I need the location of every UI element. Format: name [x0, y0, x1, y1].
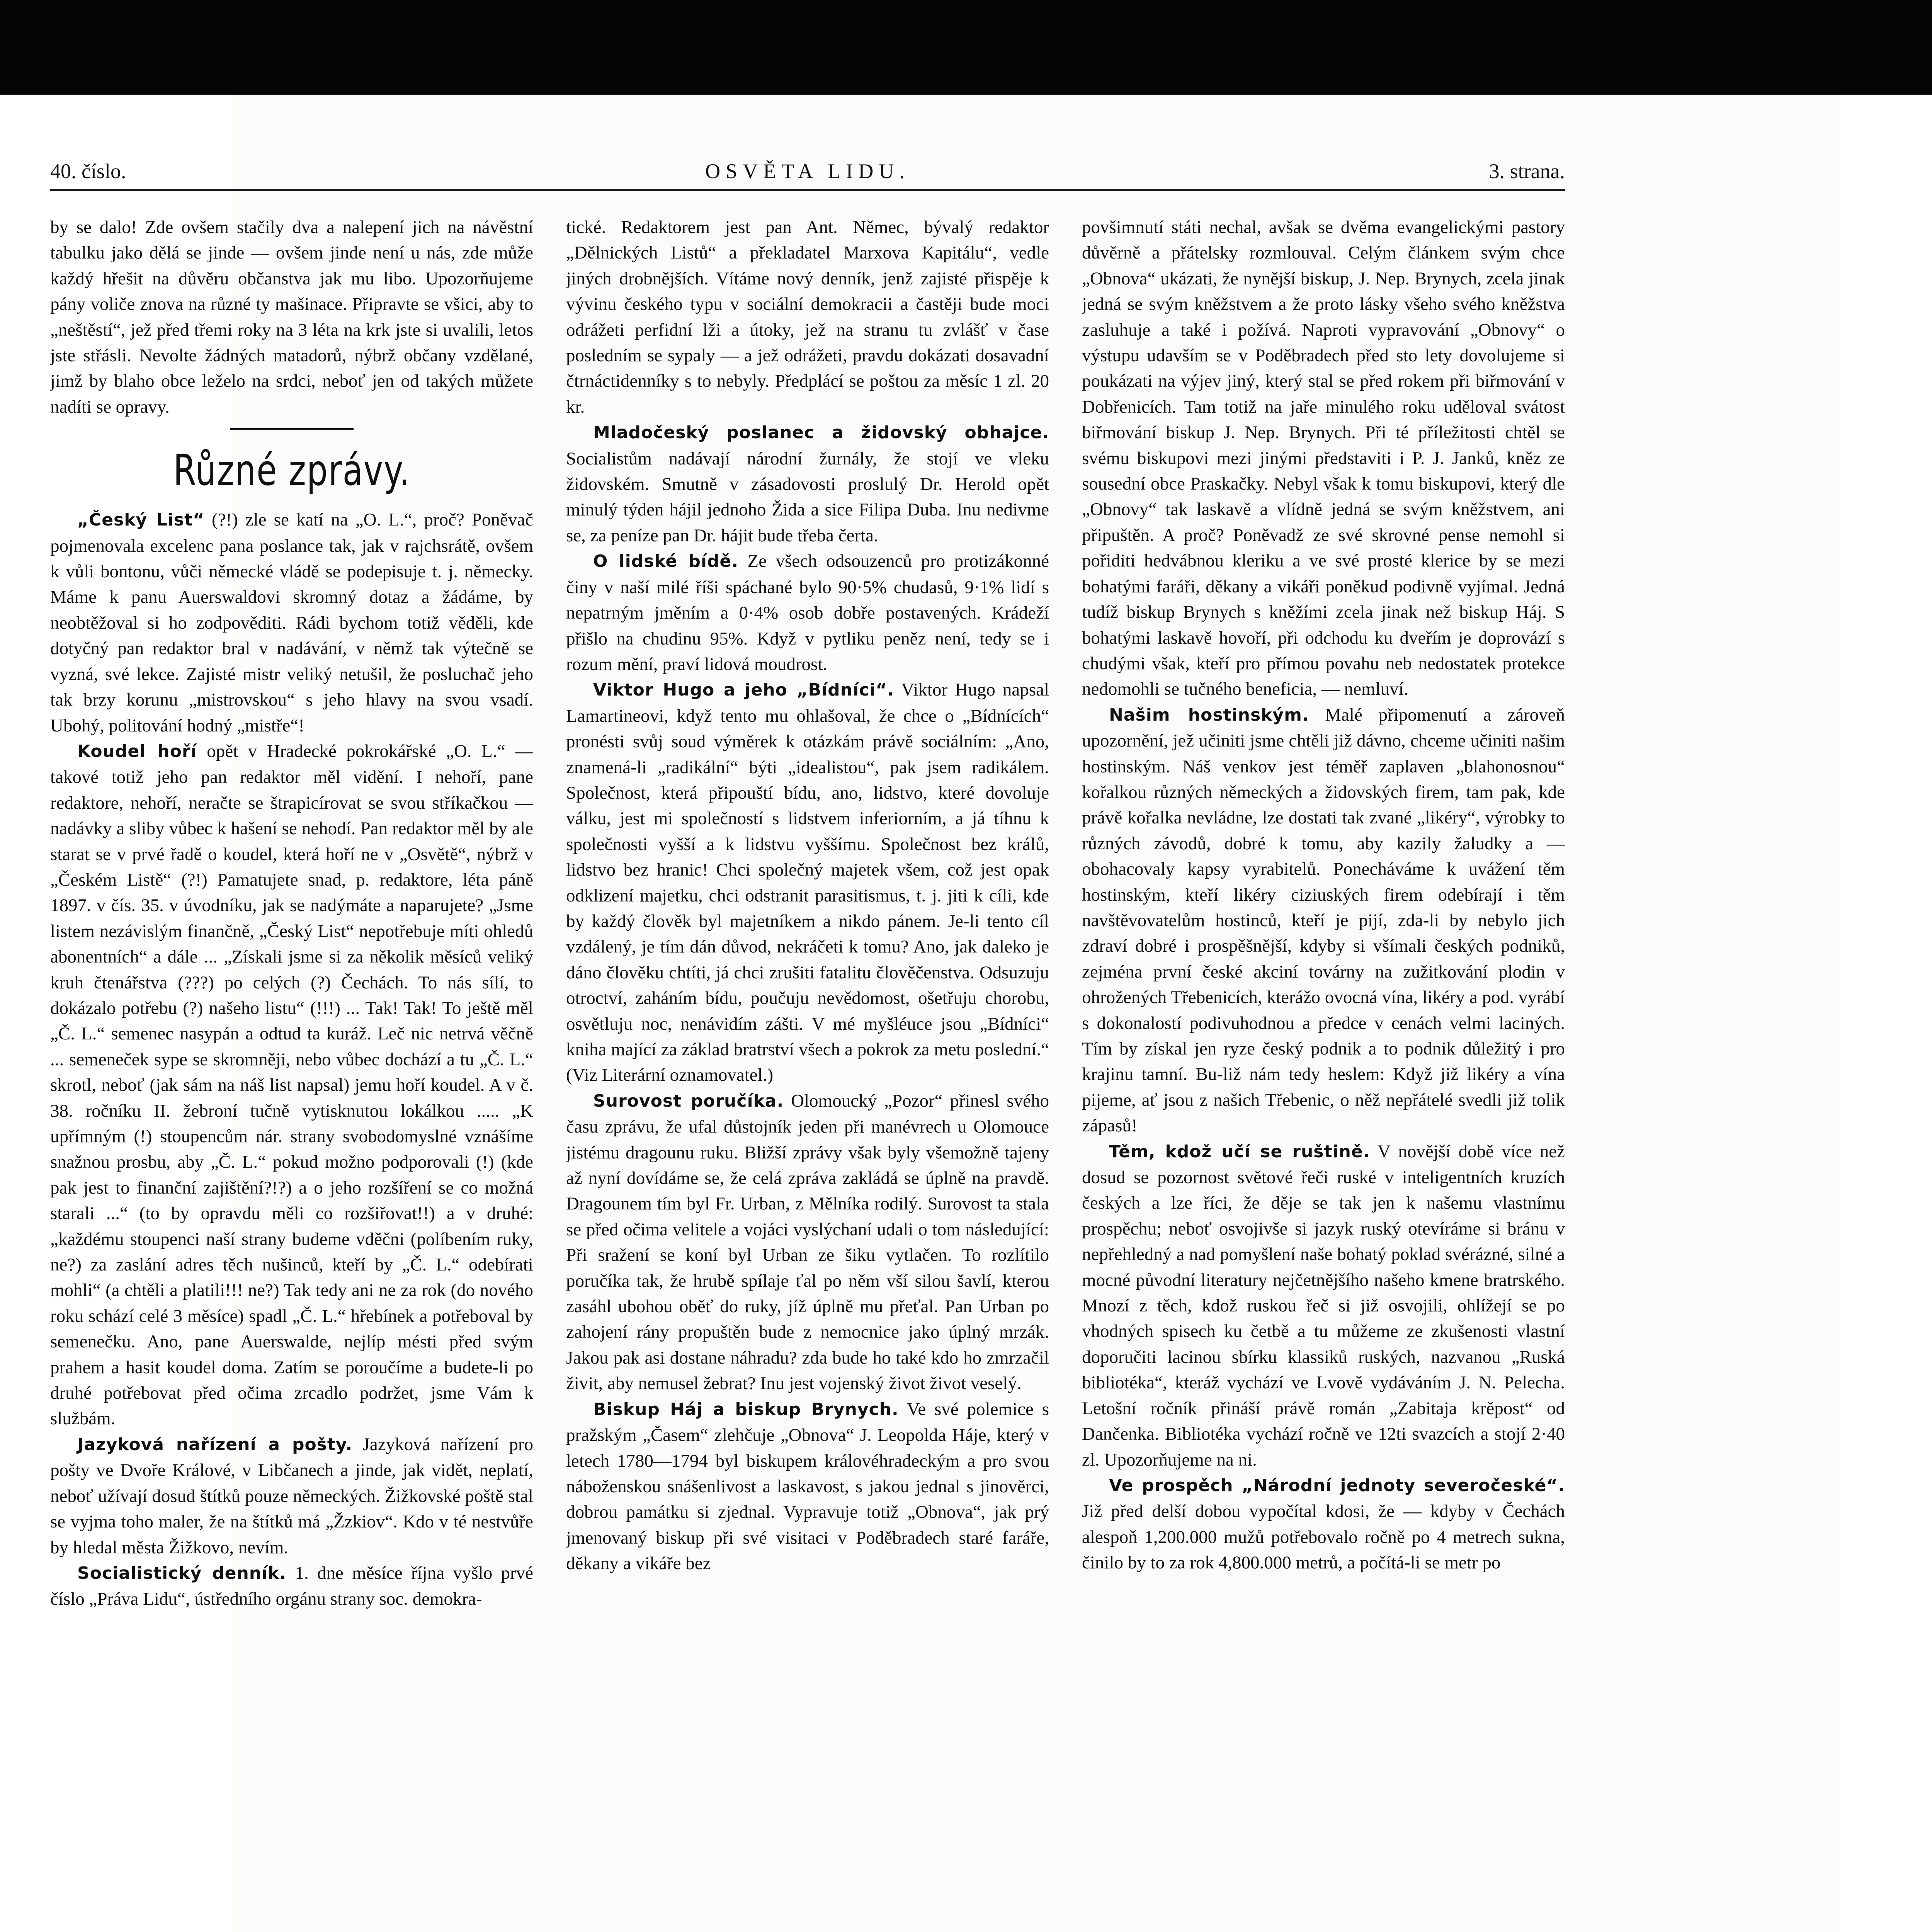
- article-body: Ve své polemice s pražským „Časem“ zlehčuje „Obnova“ J. Leopolda Háje, který v letech 1780—1794 byl biskupem královéhradeckým a pro svou náboženskou snášenlivost a laskavost, s jakou jednal s jinověrci, dobrou památku si zjednal. Vypravuje totiž „Obnova“, jak prý jmenovaný biskup při své visitaci v Poděbradech staré faráře, děkany a vikáře bez: [566, 1399, 1049, 1574]
- article-heading: Jazyková nařízení a pošty.: [77, 1434, 353, 1454]
- article-body: Malé připomenutí a zároveň upozornění, jež učiniti jsme chtěli již dávno, chceme učiniti našim hostinským. Náš venkov jest téměř zaplaven „blahonosnou“ kořalkou různých německých a židovských firem, tam pak, kde právě kořalka nevládne, lze dostati tak zvané „likéry“, výrobky to různých závodů, dobré k tomu, aby kazily žaludky a — obohacovaly kapsy vyrabitelů. Ponecháváme k uvážení těm hostinským, kteří likéry ciziuských firem odebírají i těm navštěvovatelům hostinců, kteří je pijí, zda-li by nebylo jich zdraví dobré i prospěšnější, kdyby si všímali českých podniků, zejména první české akciní továrny na zužitkování plodin v ohrožených Třebenicích, kterážo ovocná vína, likéry a pod. vyrábí s dokonalostí podivuhodnou a předce v cenách velmi laciných. Tím by získal jen ryze český podnik a to podnik důležitý i pro krajinu tamní. Bu-liž nám tedy heslem: Když již likéry a vína pijeme, ať jsou z našich Třebenic, o něž nepřátelé svedli již tolik zápasů!: [1082, 704, 1565, 1136]
- page-number: 3. strana.: [1489, 160, 1565, 183]
- column-1: [50, 214, 533, 1932]
- article: [50, 738, 533, 1432]
- article: [50, 1432, 533, 1560]
- article-heading: Koudel hoří: [77, 741, 197, 761]
- article-heading: Těm, kdož učí se ruštině.: [1109, 1141, 1370, 1162]
- paragraph: povšimnutí státi nechal, avšak se dvěma evangelickými pastory důvěrně a přátelsky rozmlouval. Celým článkem svým chce „Obnova“ ukázati, že nynější biskup, J. Nep. Brynych, zcela jinak jedná se svým kněžstvem a že proto lásky všeho svého kněžstva zasluhuje a také i požívá. Naproti vypravování „Obnovy“ o výstupu udavším se v Poděbradech před sto lety dovolujeme si poukázati na výjev jiný, který stal se před rokem při biřmování v Dobřenicích. Tam totiž na jaře minulého roku uděloval svátost biřmování biskup J. Nep. Brynych. Při té příležitosti chtěl se svému biskupovi mezi jinými představiti i P. J. Janků, kněz ze sousední obce Praskačky. Nebyl však k tomu biskupovi, který dle „Obnovy“ tak laskavě a vlídně jedná se svým kněžstvem, ani připuštěn. A proč? Poněvadž ze své skrovné pense nemohl si pořiditi hedvábnou kleriku a ve své prosté klerice by se mezi bohatými faráři, děkany a vikáři poněkud podivně vyjímal. Jedná tudíž biskup Brynych s kněžími zcela jinak než biskup Háj. S bohatými laskavě hovoří, při odchodu ku dveřím je doprovází s chudými však, kteří pro přímou povahu neb nedostatek protekce nedomohli se tučného beneficia, — nemluví.: [1082, 217, 1565, 699]
- article: [1082, 1139, 1565, 1473]
- article: [566, 677, 1049, 1088]
- article-heading: Surovost poručíka.: [593, 1091, 784, 1111]
- article-body: Socialistům nadávají národní žurnály, že stojí ve vleku židovském. Smutně v zásadovosti proslulý Dr. Herold opět minulý týden hájil jednoho Žida a sice Filipa Duba. Inu nedivme se, za peníze pan Dr. hájit bude třeba čerta.: [566, 448, 1049, 546]
- column-2: [566, 214, 1049, 1932]
- article-body: (?!) zle se katí na „O. L.“, proč? Poněvač pojmenovala excelenc pana poslance tak, jak v rajchsrátě, ovšem k vůli bontonu, vůči německé vládě se podepisuje t. j. německy. Máme k panu Auerswaldovi skromný dotaz a žádáme, by neobtěžoval si ho zodpověditi. Rádi bychom totiž věděli, kde dotyčný pan redaktor bral v nadávání, v němž tak výtečně se vyzná, své lekce. Zajisté mistr veliký netušil, že posluchač jeho tak brzy korunu „mistrovskou“ s jeho hlavy na svou vsadí. Ubohý, politování hodný „mistře“!: [50, 510, 533, 736]
- article: [566, 548, 1049, 677]
- paragraph: tické. Redaktorem jest pan Ant. Němec, bývalý redaktor „Dělnických Listů“ a překladatel Marxova Kapitálu“, vedle jiných drobnějších. Vítáme nový denník, jenž zajisté přispěje k vývinu českého typu v sociální demokracii a častěji bude moci odrážeti perfidní lži a útoky, jež na stranu tu zvlášť v čase posledním se sypaly — a jež odrážeti, pravdu dokázati dosavadní čtrnáctidenníky s to nebyly. Předplácí se poštou za měsíc 1 zl. 20 kr.: [566, 217, 1049, 417]
- article-body: Již před delší dobou vypočítal kdosi, že — kdyby v Čechách alespoň 1,200.000 mužů potřebovalo ročně po 4 metrech sukna, činilo by to za rok 4,800.000 metrů, a počítá-li se metr po: [1082, 1501, 1565, 1573]
- article-heading: Ve prospěch „Národní jednoty severočeské“.: [1109, 1475, 1565, 1495]
- newspaper-title: OSVĚTA LIDU.: [705, 160, 910, 183]
- article-body: Olomoucký „Pozor“ přinesl svého času zprávu, že ufal důstojník jeden při manévrech u Olomouce jistému dragounu ruku. Bližší zprávy však byly všemožně tajeny až nyní dovídáme se, že celá zpráva zakládá se úplně na pravdě. Dragounem tím byl Fr. Urban, z Mělníka rodilý. Surovost ta stala se před očima velitele a vojáci vyslýchaní udali o tom následující: Při sražení se koní byl Urban ze šiku vytlačen. To rozlítilo poručíka tak, že hrubě spílaje ťal po něm vší silou šavlí, kterou zasáhl ubohou oběť do ruky, jíž úplně mu přeťal. Pan Urban po zahojení rány propuštěn bude z nemocnice jako úplný mrzák. Jakou pak asi dostane náhradu? zda bude ho také kdo ho zmrzačil živit, aby nemusel žebrat? Inu jest vojenský život život veselý.: [566, 1090, 1049, 1394]
- issue-number: 40. číslo.: [50, 160, 126, 183]
- article-body: 1. dne měsíce října vyšlo prvé číslo „Práva Lidu“, ústředního orgánu strany soc. demokra-: [50, 1563, 533, 1609]
- page-header: [50, 155, 1565, 191]
- article-body: Ze všech odsouzenců pro protizákonné činy v naší milé říši spáchané bylo 90·5% chudasů, 9·1% lidí s nepatrným jměním a 0·4% osob dobře postavených. Krádeží přišlo na chudinu 95%. Když v pytliku peněz není, tedy se i rozum mění, praví lidová moudrost.: [566, 551, 1049, 674]
- article-heading: Našim hostinským.: [1109, 705, 1309, 725]
- article: [50, 1560, 533, 1612]
- article-heading: Viktor Hugo a jeho „Bídníci“.: [593, 680, 894, 700]
- article: [50, 507, 533, 738]
- article-heading: Biskup Háj a biskup Brynych.: [593, 1399, 899, 1419]
- column-3: [1082, 214, 1565, 1932]
- article-body: Viktor Hugo napsal Lamartineovi, když tento mu ohlašoval, že chce o „Bídnících“ pronésti svůj soud výměrek k otázkám právě sociálním: „Ano, znamená-li „radikální“ býti „idealistou“, pak jsem radikálem. Společnost, která připouští bídu, ano, lidstvo, které dovoluje válku, jest mi společností s lidstvem inferiorním, a já tíhnu k společnosti vyšší a k lidstvu vyššímu. Společnost bez králů, lidstvo bez hranic! Chci společný majetek všem, což jest opak odklizení majetku, chci odstranit parasitismus, t. j. jiti k cíli, kde by každý člověk byl majetníkem a nikdo pánem. Je-li tento cíl vzdálený, je tím dán důvod, nekráčeti k tomu? Ano, jak daleko je dáno člověku chtíti, já chci zrušiti fatalitu člověčenstva. Odsuzuju otroctví, zaháním bídu, poučuju nevědomost, ošetřuju chorobu, osvětluju noc, nenávidím zášti. V mé myšléuce jsou „Bídníci“ kniha mající za základ bratrství všech a pokrok za metu poslední.“ (Viz Literární oznamovatel.): [566, 680, 1049, 1085]
- article-heading: Socialistický denník.: [77, 1563, 287, 1583]
- article: [566, 420, 1049, 548]
- article-body: V novější době více než dosud se pozornost světové řeči ruské v inteligentních kruzích českých a lze říci, že děje se tak jen k našemu vlastnímu prospěchu; neboť osvojivše si jazyk ruský otevíráme si bránu v nepřehledný a nad pomyšlení naše bohatý poklad svérázné, silné a mocné původní literatury nejčetnějšího našeho kmene bratrského. Mnozí z těch, kdož ruskou řeč si již osvojili, ohlížejí se po vhodných spisech ku četbě a tu můžeme ze zkušenosti vlastní doporučiti lacinou sbírku klassiků ruských, nazvanou „Ruská bibliotéka“, kteráž vychází ve Lvově vydáváním J. N. Pelecha. Letošní ročník přináší právě román „Zabitaja krěpost“ od Dančenka. Bibliotéka vychází ročně ve 12ti svazcích a stojí 2·40 zl. Upozorňujeme na ni.: [1082, 1141, 1565, 1470]
- article-heading: O lidské bídě.: [593, 551, 738, 571]
- paragraph: by se dalo! Zde ovšem stačily dva a nalepení jich na návěstní tabulku jako dělá se jinde — ovšem jinde není u nás, zde může každý hřešit na důvěru občanstva jak mu libo. Upozorňujeme pány voliče znova na různé ty mašinace. Připravte se všici, aby to „neštěstí“, jež před třemi roky na 3 léta na krk jste si uvalili, letos jste střásli. Nevolte žádných matadorů, nýbrž občany vzdělané, jimž by blaho obce leželo na srdci, neboť jen od takých můžete nadíti se opravy.: [50, 217, 533, 417]
- article: [566, 1396, 1049, 1577]
- article-heading: „Český List“: [77, 510, 205, 530]
- article: [1082, 1473, 1565, 1576]
- article: [566, 1088, 1049, 1396]
- article-heading: Mladočeský poslanec a židovský obhajce.: [593, 423, 1049, 443]
- section-title: Různé zprávy.: [173, 446, 410, 495]
- article: [1082, 702, 1565, 1139]
- scan-top-border: [0, 0, 1932, 95]
- separator-rule: [230, 428, 354, 430]
- article-body: Jazyková nařízení pro pošty ve Dvoře Králové, v Libčanech a jinde, jak vidět, neplatí, neboť užívají dosud štítků pouze německých. Žižkovské poště stal se vyjma toho maler, že na štítků má „Žzkiov“. Kdo v té nestvůře by hledal města Žižkovo, nevím.: [50, 1434, 533, 1558]
- article-body: opět v Hradecké pokrokářské „O. L.“ — takové totiž jeho pan redaktor měl vidění. I nehoří, pane redaktore, nehoří, neračte se štrapicírovat se svou stříkačkou — nadávky a sliby vůbec k hašení se nehodí. Pan redaktor měl by ale starat se v prvé řadě o koudel, která hoří ne v „Osvětě“, nýbrž v „Českém Listě“ (?!) Pamatujete snad, p. redaktore, léta páně 1897. v čís. 35. v úvodníku, jak se nadýmáte a naparujete? „Jsme listem nezávislým finančně, „Český List“ nepotřebuje míti ohledů abonentních“ a dále ... „Získali jsme si za několik měsíců veliký kruh čtenářstva (???) po celých (?) Čechách. To nás sílí, to dokázalo potřebu (?) našeho listu“ (!!!) ... Tak! Tak! To ještě měl „Č. L.“ semenec nasypán a odtud ta kuráž. Leč nic netrvá věčně ... semeneček sype se skromněji, nebo vůbec dochází a tu „Č. L.“ skrotl, neboť (jak sám na náš list napsal) jemu hoří koudel. A v č. 38. ročníku II. žebroní tučně vytisknutou lokálkou ..... „K upřímným (!) stoupencům nár. strany svobodomyslné vznášíme snažnou prosbu, aby „Č. L.“ pokud možno podporovali (!) (kde pak jest to finanční zajištění?!?) a o jeho rozšíření se co možná starali ...“ (to by opravdu měli co rozšiřovat!!) a v druhé: „každému stoupenci naší strany budeme vděčni (políbením ruky, ne?) za zaslání adres těch nušinců, kteří by „Č. L.“ odebírati mohli“ (a chtěli a platili!!! ne?) Tak tedy ani ne za rok (do nového roku schází celé 3 měsíce) spadl „Č. L.“ hřebínek a potřeboval by semenečku. Ano, pane Auerswalde, nejlíp mésti před svým prahem a hasit koudel doma. Zatím se poroučíme a budete-li po druhé potřebovat před očima zrcadlo podržet, jsme Vám k službám.: [50, 741, 533, 1429]
